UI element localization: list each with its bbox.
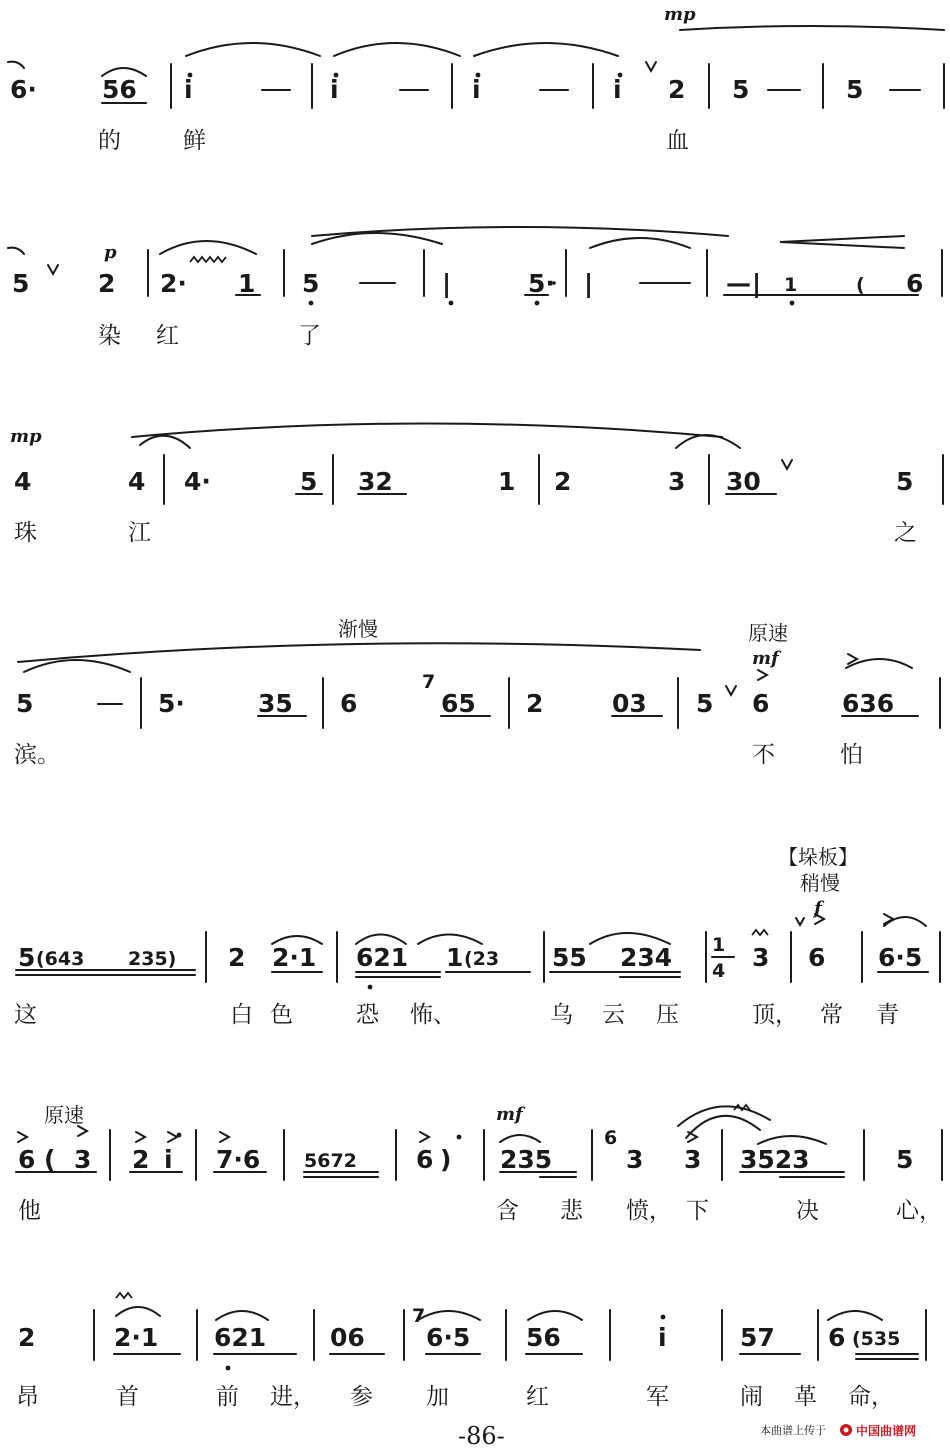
lyric: 下 <box>686 1198 709 1224</box>
grace-note: 7 <box>412 1305 426 1327</box>
dynamic-marking: f <box>814 898 822 919</box>
lyric: 昂 <box>16 1384 39 1410</box>
dynamic-marking: mp <box>10 426 42 447</box>
time-signature-num: 1 <box>712 934 726 956</box>
note: i <box>164 1145 173 1174</box>
watermark-brand: 中国曲谱网 <box>856 1424 917 1438</box>
note: i <box>330 75 339 104</box>
lyric: 顶， <box>752 1002 798 1028</box>
note: 2 <box>132 1145 150 1174</box>
note: 3523 <box>740 1145 810 1174</box>
lyric: 鲜 <box>183 128 206 154</box>
tempo-marking: 原速 <box>748 621 788 645</box>
lyric: 悲 <box>560 1198 583 1224</box>
lyric: 加 <box>426 1384 449 1410</box>
note: 1 <box>446 943 464 972</box>
lyric: 血 <box>666 128 689 154</box>
lyric: 之 <box>894 520 917 546</box>
lyric: 色 <box>270 1002 293 1028</box>
watermark-text: 本曲谱上传于 <box>760 1424 826 1437</box>
lyric: 红 <box>526 1384 549 1410</box>
lyric: 不 <box>752 742 775 768</box>
lyric: 首 <box>116 1384 139 1410</box>
note: 32 <box>358 467 393 496</box>
note: i <box>613 75 622 104</box>
note: 2·1 <box>272 943 317 972</box>
note: (535 <box>852 1328 901 1350</box>
lyric: 了 <box>298 323 321 349</box>
note: 6 <box>340 689 358 718</box>
note: 56 <box>526 1323 561 1352</box>
note: i <box>472 75 481 104</box>
note: 5 <box>302 269 320 298</box>
lyric: 闹 <box>740 1384 763 1410</box>
note: — <box>726 269 751 298</box>
lyric: 怖、 <box>410 1002 456 1028</box>
note: 5· <box>528 269 555 298</box>
dynamic-marking: mf <box>752 648 779 669</box>
note: 3 <box>74 1145 92 1174</box>
note: 57 <box>740 1323 775 1352</box>
tempo-marking: 渐慢 <box>338 617 378 641</box>
note: 30 <box>726 467 761 496</box>
lyric: 心， <box>896 1198 942 1224</box>
note: 5 <box>18 943 36 972</box>
note: 6 <box>752 689 770 718</box>
lyric: 决 <box>796 1198 819 1224</box>
lyric: 乌 <box>550 1002 573 1028</box>
tempo-marking: 原速 <box>44 1103 84 1127</box>
note: 03 <box>612 689 647 718</box>
tempo-marking: 稍慢 <box>800 871 840 895</box>
note: 2 <box>98 269 116 298</box>
lyric: 滨。 <box>14 742 60 768</box>
note: | <box>752 269 762 298</box>
note: 2 <box>668 75 686 104</box>
note: | <box>442 269 452 298</box>
note: 5 <box>12 269 30 298</box>
note: 5 <box>846 75 864 104</box>
note: 7·6 <box>216 1145 261 1174</box>
note: 5· <box>158 689 185 718</box>
lyric: 红 <box>156 323 179 349</box>
dynamic-marking: p <box>104 242 117 263</box>
note: 2 <box>554 467 572 496</box>
note: 5 <box>16 689 34 718</box>
grace-note: 7 <box>422 671 436 693</box>
note: 5 <box>732 75 750 104</box>
lyric: 含 <box>496 1198 519 1224</box>
lyric: 命， <box>848 1384 894 1410</box>
lyric: 白 <box>230 1002 253 1028</box>
note: 65 <box>441 689 476 718</box>
note: 6 <box>416 1145 434 1174</box>
lyric: 革 <box>794 1384 817 1410</box>
note: 2· <box>160 269 187 298</box>
note: 5 <box>896 1145 914 1174</box>
note: | <box>584 269 594 298</box>
note: 6 <box>828 1323 846 1352</box>
note: 3 <box>668 467 686 496</box>
lyric: 江 <box>128 520 151 546</box>
note: 3 <box>752 943 770 972</box>
note: (23 <box>464 948 500 970</box>
note: i <box>658 1323 667 1352</box>
note: 4· <box>184 467 211 496</box>
section-marking: 【垛板】 <box>778 845 858 869</box>
note: ( <box>44 1145 56 1174</box>
note: 56 <box>102 75 137 104</box>
note: 6 <box>808 943 826 972</box>
note: 235 <box>500 1145 553 1174</box>
note: 1 <box>238 269 256 298</box>
note: 6 <box>906 269 924 298</box>
note: 235) <box>128 948 177 970</box>
note: 06 <box>330 1323 365 1352</box>
note: 2 <box>18 1323 36 1352</box>
lyric: 怕 <box>840 742 863 768</box>
note: 621 <box>214 1323 267 1352</box>
lyric: 前 <box>216 1384 239 1410</box>
note: 234 <box>620 943 673 972</box>
note: 55 <box>552 943 587 972</box>
note: 1 <box>784 274 798 296</box>
lyric: 云 <box>602 1002 625 1028</box>
note: 5672 <box>304 1150 357 1172</box>
note: 2 <box>526 689 544 718</box>
note: 4 <box>14 467 32 496</box>
note: 5 <box>896 467 914 496</box>
note: 5 <box>300 467 318 496</box>
note: i <box>184 75 193 104</box>
note: 6 <box>18 1145 36 1174</box>
lyric: 青 <box>876 1002 899 1028</box>
lyric: 进， <box>270 1384 316 1410</box>
note: 5 <box>696 689 714 718</box>
lyric: 压 <box>656 1002 679 1028</box>
lyric: 珠 <box>14 520 37 546</box>
lyric: 军 <box>646 1384 669 1410</box>
lyric: 参 <box>350 1384 373 1410</box>
page-number: -86- <box>458 1422 505 1449</box>
lyric: 愤， <box>626 1198 672 1224</box>
note: 621 <box>356 943 409 972</box>
site-logo-icon <box>840 1424 852 1436</box>
note: 6·5 <box>426 1323 471 1352</box>
lyric: 恐 <box>356 1002 379 1028</box>
note: 2·1 <box>114 1323 159 1352</box>
time-signature-den: 4 <box>712 960 726 982</box>
dynamic-marking: mf <box>496 1104 523 1125</box>
note: ( <box>856 274 865 296</box>
note: 3 <box>626 1145 644 1174</box>
note: 35 <box>258 689 293 718</box>
lyric: 的 <box>98 128 121 154</box>
note: 636 <box>842 689 895 718</box>
dynamic-marking: mp <box>664 4 696 25</box>
note: (643 <box>36 948 85 970</box>
lyric: 这 <box>14 1002 37 1028</box>
note: 1 <box>498 467 516 496</box>
lyric: 染 <box>98 323 121 349</box>
note: 4 <box>128 467 146 496</box>
note: 3 <box>684 1145 702 1174</box>
note: 2 <box>228 943 246 972</box>
lyric: 他 <box>18 1198 41 1224</box>
note: 6·5 <box>878 943 923 972</box>
note: ) <box>440 1145 452 1174</box>
grace-note: 6 <box>604 1127 618 1149</box>
note: 6· <box>10 75 37 104</box>
lyric: 常 <box>820 1002 843 1028</box>
